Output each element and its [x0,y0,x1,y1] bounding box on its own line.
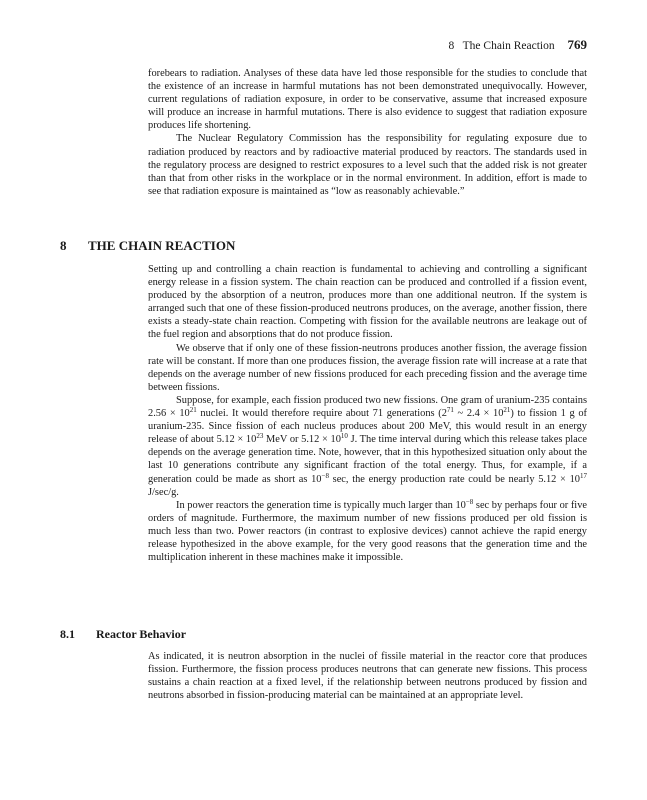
intro-text [148,67,587,198]
running-head-section: 8 The Chain Reaction [448,40,555,52]
section-8-body [148,263,587,564]
intro-paragraph-2: The Nuclear Regulatory Commission has the responsibility for regulating exposure due to radiation produced by reactors and by radioactive material produced by reactors. The standards used in the regulatory process are designed to restrict exposures to a level such that the added risk is not greater than that from other risks in the workplace or in the normal environment. In addition, effort is made to see that radiation exposure is maintained as “low as reasonably achievable.” [148,133,587,197]
section-8-paragraph-3: Suppose, for example, each fission produced two new fissions. One gram of uranium-235 contains $2.56 \times 10^{21}$ nuclei. It would therefore require about 71 generations ($2^{71}$ ~ $2.4 \times 10^{21}$) to fission 1 g of uranium-235. Since fission of each nucleus produces about 200 MeV, this would result in an energy release of about $5.12 \times 10^{23}$ MeV or $5.12 \times 10^{10}$ J. The time interval during which this release takes place depends on the average generation time. Note, however, that in this hypothesized situation only about the last 10 generations contribute any significant fraction of the total energy. Thus, for example, if a generation could be made as short as $10^{-8}$ sec, the energy production rate could be nearly $5.12 \times 10^{17}$ J/sec/g. [148,394,587,498]
section-8-number: 8 [60,238,67,253]
section-8-1-number: 8.1 [60,627,75,641]
running-head [448,37,587,53]
section-8-1-paragraph-1: As indicated, it is neutron absorption in the nuclei of fissile material in the reactor core that produces fission. Furthermore, the fission process produces neutrons that can generate new fissions. This process sustains a chain reaction at a fixed level, if the relationship between neutrons produced by fission and neutrons absorbed in fission-producing material can be maintained at an appropriate level. [148,651,587,702]
section-8-title: THE CHAIN REACTION [88,238,236,253]
section-8-1-title: Reactor Behavior [96,627,187,641]
page-number: 769 [567,37,587,52]
section-8-paragraph-4: In power reactors the generation time is typically much larger than $10^{-8}$ sec by perhaps four or five orders of magnitude. Furthermore, the maximum number of new fissions produced per old fission is much less than two. Power reactors (in contrast to explosive devices) cannot achieve the rapid energy release hypothesized in the above example, for the very good reasons that the generation time and the multiplication inherent in these machines make it impossible. [148,497,588,564]
section-8-paragraph-2: We observe that if only one of these fission-neutrons produces another fission, the average fission rate will be constant. If more than one produces fission, the average fission rate will increase at a rate that depends on the average number of new fissions produced for each preceding fission and the average time between fissions. [148,342,587,393]
section-8-heading [60,238,235,254]
section-8-1-body [148,650,587,702]
section-8-paragraph-1: Setting up and controlling a chain reaction is fundamental to achieving and controlling a significant energy release in a fission system. The chain reaction can be produced and controlled if a fission event, produced by the absorption of a neutron, produces more than one additional neutron. If the system is arranged such that one of these fission-produced neutrons produces, on the average, another fission, there exists a steady-state chain reaction. Competing with fission for the available neutrons are leakage out of the fuel region and absorptions that do not produce fission. [148,264,587,341]
section-8-1-heading [60,627,186,642]
intro-paragraph-1: forebears to radiation. Analyses of these data have led those responsible for the studies to conclude that the existence of an increase in harmful mutations has not been demonstrated unequivocally. However, current regulations of radiation exposure, in order to be conservative, assume that increased exposure will produce an increase in harmful mutations. There is also evidence to suggest that radiation exposure produces life shortening. [148,68,587,132]
